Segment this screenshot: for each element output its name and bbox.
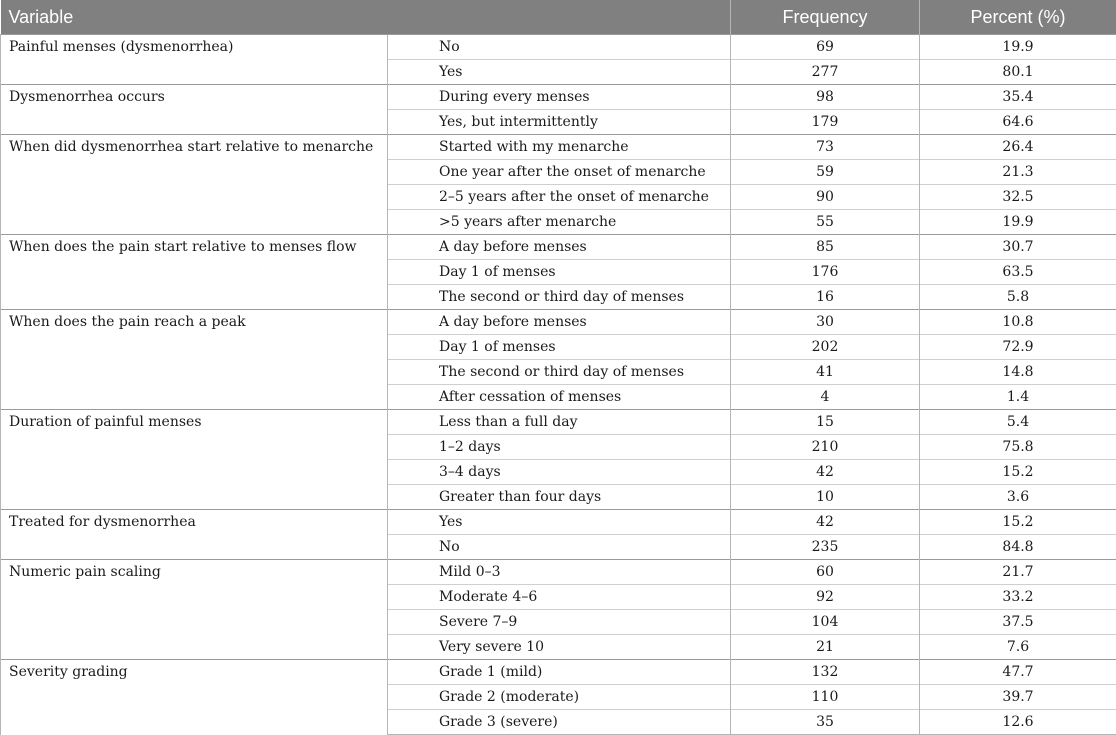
frequency-cell: 98 (731, 85, 920, 110)
category-cell: 1–2 days (388, 435, 731, 460)
percent-cell: 47.7 (920, 660, 1116, 685)
variable-cell: When does the pain reach a peak (1, 310, 388, 410)
header-percent: Percent (%) (920, 0, 1116, 35)
frequency-cell: 42 (731, 510, 920, 535)
frequency-cell: 42 (731, 460, 920, 485)
variable-cell: Painful menses (dysmenorrhea) (1, 35, 388, 85)
percent-cell: 19.9 (920, 210, 1116, 235)
frequency-cell: 59 (731, 160, 920, 185)
percent-cell: 63.5 (920, 260, 1116, 285)
percent-cell: 75.8 (920, 435, 1116, 460)
percent-cell: 39.7 (920, 685, 1116, 710)
category-cell: Yes, but intermittently (388, 110, 731, 135)
percent-cell: 30.7 (920, 235, 1116, 260)
percent-cell: 15.2 (920, 510, 1116, 535)
category-cell: During every menses (388, 85, 731, 110)
frequency-cell: 277 (731, 60, 920, 85)
variable-cell: Severity grading (1, 660, 388, 735)
category-cell: Day 1 of menses (388, 335, 731, 360)
percent-cell: 21.3 (920, 160, 1116, 185)
frequency-cell: 176 (731, 260, 920, 285)
header-row (1, 0, 1116, 35)
variable-cell: Numeric pain scaling (1, 560, 388, 660)
category-cell: A day before menses (388, 310, 731, 335)
category-cell: No (388, 535, 731, 560)
percent-cell: 26.4 (920, 135, 1116, 160)
category-cell: Grade 3 (severe) (388, 710, 731, 735)
category-cell: A day before menses (388, 235, 731, 260)
frequency-cell: 85 (731, 235, 920, 260)
percent-cell: 1.4 (920, 385, 1116, 410)
frequency-cell: 21 (731, 635, 920, 660)
frequency-cell: 110 (731, 685, 920, 710)
percent-cell: 10.8 (920, 310, 1116, 335)
percent-cell: 3.6 (920, 485, 1116, 510)
table-row (1, 85, 1116, 110)
category-cell: Started with my menarche (388, 135, 731, 160)
category-cell: The second or third day of menses (388, 360, 731, 385)
frequency-cell: 104 (731, 610, 920, 635)
percent-cell: 84.8 (920, 535, 1116, 560)
frequency-cell: 92 (731, 585, 920, 610)
frequency-cell: 55 (731, 210, 920, 235)
frequency-cell: 4 (731, 385, 920, 410)
percent-cell: 5.4 (920, 410, 1116, 435)
percent-cell: 5.8 (920, 285, 1116, 310)
category-cell: >5 years after menarche (388, 210, 731, 235)
frequency-cell: 132 (731, 660, 920, 685)
category-cell: Day 1 of menses (388, 260, 731, 285)
percent-cell: 21.7 (920, 560, 1116, 585)
table-row (1, 660, 1116, 685)
category-cell: Less than a full day (388, 410, 731, 435)
category-cell: The second or third day of menses (388, 285, 731, 310)
header-frequency: Frequency (731, 0, 920, 35)
table-body (1, 35, 1116, 735)
percent-cell: 7.6 (920, 635, 1116, 660)
percent-cell: 32.5 (920, 185, 1116, 210)
variable-cell: When did dysmenorrhea start relative to menarche (1, 135, 388, 235)
frequency-cell: 69 (731, 35, 920, 60)
percent-cell: 80.1 (920, 60, 1116, 85)
frequency-cell: 90 (731, 185, 920, 210)
frequency-cell: 235 (731, 535, 920, 560)
table-row (1, 560, 1116, 585)
variable-cell: When does the pain start relative to menses flow (1, 235, 388, 310)
frequency-cell: 73 (731, 135, 920, 160)
frequency-cell: 10 (731, 485, 920, 510)
percent-cell: 64.6 (920, 110, 1116, 135)
table-row (1, 510, 1116, 535)
category-cell: Greater than four days (388, 485, 731, 510)
frequency-cell: 41 (731, 360, 920, 385)
variable-cell: Treated for dysmenorrhea (1, 510, 388, 560)
category-cell: Yes (388, 510, 731, 535)
variable-cell: Duration of painful menses (1, 410, 388, 510)
table-row (1, 310, 1116, 335)
table-row (1, 235, 1116, 260)
category-cell: Grade 1 (mild) (388, 660, 731, 685)
table-row (1, 35, 1116, 60)
category-cell: Moderate 4–6 (388, 585, 731, 610)
percent-cell: 35.4 (920, 85, 1116, 110)
category-cell: Mild 0–3 (388, 560, 731, 585)
variable-cell: Dysmenorrhea occurs (1, 85, 388, 135)
frequency-cell: 60 (731, 560, 920, 585)
percent-cell: 72.9 (920, 335, 1116, 360)
percent-cell: 15.2 (920, 460, 1116, 485)
category-cell: After cessation of menses (388, 385, 731, 410)
frequency-cell: 210 (731, 435, 920, 460)
percent-cell: 14.8 (920, 360, 1116, 385)
category-cell: Severe 7–9 (388, 610, 731, 635)
table-row (1, 410, 1116, 435)
category-cell: No (388, 35, 731, 60)
category-cell: 3–4 days (388, 460, 731, 485)
frequency-cell: 202 (731, 335, 920, 360)
category-cell: 2–5 years after the onset of menarche (388, 185, 731, 210)
percent-cell: 19.9 (920, 35, 1116, 60)
percent-cell: 33.2 (920, 585, 1116, 610)
table-row (1, 135, 1116, 160)
frequency-cell: 16 (731, 285, 920, 310)
category-cell: Grade 2 (moderate) (388, 685, 731, 710)
category-cell: One year after the onset of menarche (388, 160, 731, 185)
frequency-cell: 179 (731, 110, 920, 135)
frequency-cell: 35 (731, 710, 920, 735)
category-cell: Yes (388, 60, 731, 85)
percent-cell: 12.6 (920, 710, 1116, 735)
frequency-cell: 15 (731, 410, 920, 435)
header-variable: Variable (1, 0, 731, 35)
frequency-cell: 30 (731, 310, 920, 335)
category-cell: Very severe 10 (388, 635, 731, 660)
percent-cell: 37.5 (920, 610, 1116, 635)
